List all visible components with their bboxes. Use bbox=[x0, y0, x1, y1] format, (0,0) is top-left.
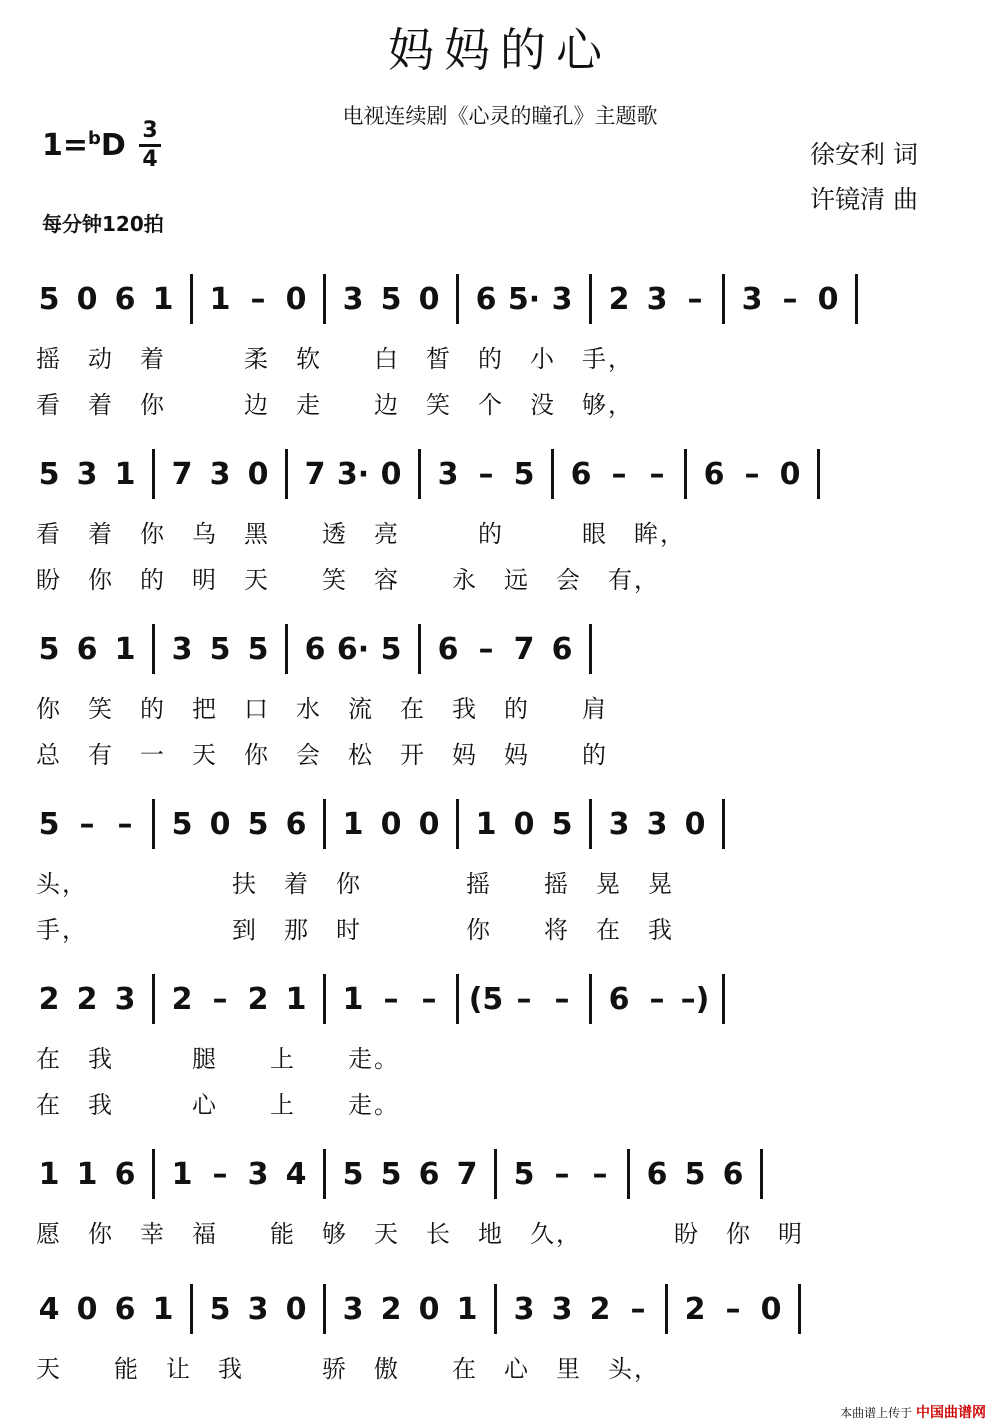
bar-line bbox=[760, 1149, 763, 1199]
lyric-line: 愿 你 幸 福 能 够 天 长 地 久， 盼 你 明 bbox=[36, 1220, 804, 1248]
note: 2 bbox=[38, 981, 60, 1017]
note: – bbox=[421, 981, 437, 1017]
note: 3 bbox=[209, 456, 231, 492]
note: 0 bbox=[418, 1291, 440, 1327]
lyric-line: 总 有 一 天 你 会 松 开 妈 妈 的 bbox=[36, 741, 608, 769]
lyric-line: 你 笑 的 把 口 水 流 在 我 的 肩 bbox=[36, 695, 608, 723]
song-title: 妈妈的心 bbox=[388, 23, 612, 77]
bar-line bbox=[855, 274, 858, 324]
bar-line bbox=[323, 799, 326, 849]
bar-line bbox=[285, 624, 288, 674]
note: 6 bbox=[475, 281, 497, 317]
bar-line bbox=[494, 1149, 497, 1199]
note: 5 bbox=[380, 1156, 402, 1192]
note: 3 bbox=[76, 456, 98, 492]
key-base: 1= bbox=[42, 128, 89, 163]
footer-site: 中国曲谱网 bbox=[916, 1405, 986, 1421]
note: – bbox=[250, 281, 266, 317]
note: 1 bbox=[475, 806, 497, 842]
note: 0 bbox=[380, 456, 402, 492]
note: 3 bbox=[342, 281, 364, 317]
note: 2 bbox=[589, 1291, 611, 1327]
note: 1 bbox=[114, 456, 136, 492]
note: 5 bbox=[247, 631, 269, 667]
note: 5 bbox=[38, 281, 60, 317]
note: 1 bbox=[456, 1291, 478, 1327]
note: 6 bbox=[304, 631, 326, 667]
note: 0 bbox=[380, 806, 402, 842]
bar-line bbox=[589, 274, 592, 324]
time-signature-bottom: 4 bbox=[142, 147, 158, 172]
note: 3 bbox=[513, 1291, 535, 1327]
note: 1 bbox=[152, 281, 174, 317]
note: 1 bbox=[342, 806, 364, 842]
time-signature-top: 3 bbox=[142, 118, 158, 143]
bar-line bbox=[817, 449, 820, 499]
note: 1 bbox=[171, 1156, 193, 1192]
footer bbox=[840, 1402, 986, 1422]
note: 5 bbox=[551, 806, 573, 842]
note: – bbox=[79, 806, 95, 842]
lyric-line: 手， 到 那 时 你 将 在 我 bbox=[36, 916, 674, 944]
note: 0 bbox=[247, 456, 269, 492]
note: – bbox=[782, 281, 798, 317]
lyric-line: 摇 动 着 柔 软 白 皙 的 小 手， bbox=[36, 345, 634, 373]
note: 4 bbox=[285, 1156, 307, 1192]
note: – bbox=[478, 456, 494, 492]
bar-line bbox=[456, 974, 459, 1024]
flat-sign: b bbox=[88, 128, 101, 149]
note: 0 bbox=[779, 456, 801, 492]
lyric-line: 看 着 你 边 走 边 笑 个 没 够， bbox=[36, 391, 634, 419]
note: 2 bbox=[608, 281, 630, 317]
bar-line bbox=[152, 974, 155, 1024]
note: 6 bbox=[703, 456, 725, 492]
bar-line bbox=[323, 274, 326, 324]
bar-line bbox=[456, 274, 459, 324]
lyric-line: 头， 扶 着 你 摇 摇 晃 晃 bbox=[36, 870, 674, 898]
note: 6 bbox=[646, 1156, 668, 1192]
note: 7 bbox=[513, 631, 535, 667]
note: 0 bbox=[76, 281, 98, 317]
note: 0 bbox=[209, 806, 231, 842]
note: 6 bbox=[551, 631, 573, 667]
note: 7 bbox=[456, 1156, 478, 1192]
note: 0 bbox=[418, 281, 440, 317]
bar-line bbox=[589, 799, 592, 849]
bar-line bbox=[627, 1149, 630, 1199]
bar-line bbox=[798, 1284, 801, 1334]
note: 6 bbox=[114, 281, 136, 317]
note: – bbox=[687, 281, 703, 317]
bar-line bbox=[152, 624, 155, 674]
note: – bbox=[611, 456, 627, 492]
note: 3 bbox=[247, 1291, 269, 1327]
note: 3 bbox=[437, 456, 459, 492]
note: 5 bbox=[209, 631, 231, 667]
note: 3 bbox=[741, 281, 763, 317]
note: 0 bbox=[513, 806, 535, 842]
bar-line bbox=[722, 974, 725, 1024]
note: 5 bbox=[209, 1291, 231, 1327]
note: – bbox=[649, 981, 665, 1017]
lyric-line: 在 我 心 上 走。 bbox=[36, 1091, 400, 1119]
note: 2 bbox=[171, 981, 193, 1017]
note: 0 bbox=[760, 1291, 782, 1327]
note: (5 bbox=[468, 981, 504, 1017]
note: – bbox=[212, 981, 228, 1017]
composer-credit: 许镜清 曲 bbox=[810, 185, 918, 214]
note: 1 bbox=[285, 981, 307, 1017]
note: 0 bbox=[285, 1291, 307, 1327]
lyric-line: 天 能 让 我 骄 傲 在 心 里 头， bbox=[36, 1355, 660, 1383]
bar-line bbox=[494, 1284, 497, 1334]
note: 6 bbox=[418, 1156, 440, 1192]
note: – bbox=[592, 1156, 608, 1192]
note: 3 bbox=[171, 631, 193, 667]
note: – bbox=[117, 806, 133, 842]
note: 4 bbox=[38, 1291, 60, 1327]
note: – bbox=[649, 456, 665, 492]
bar-line bbox=[152, 449, 155, 499]
note: 1 bbox=[76, 1156, 98, 1192]
bar-line bbox=[152, 1149, 155, 1199]
note-row bbox=[30, 975, 733, 1023]
note: 0 bbox=[418, 806, 440, 842]
note: – bbox=[744, 456, 760, 492]
bar-line bbox=[418, 624, 421, 674]
bar-line bbox=[684, 449, 687, 499]
note: 6 bbox=[76, 631, 98, 667]
note: – bbox=[383, 981, 399, 1017]
note: 0 bbox=[684, 806, 706, 842]
note: 0 bbox=[285, 281, 307, 317]
note: 6 bbox=[608, 981, 630, 1017]
note: 2 bbox=[76, 981, 98, 1017]
lyric-line: 盼 你 的 明 天 笑 容 永 远 会 有， bbox=[36, 566, 660, 594]
note: 6 bbox=[285, 806, 307, 842]
note: – bbox=[554, 1156, 570, 1192]
note: 6 bbox=[722, 1156, 744, 1192]
bar-line bbox=[418, 449, 421, 499]
bar-line bbox=[456, 799, 459, 849]
bar-line bbox=[285, 449, 288, 499]
bar-line bbox=[589, 624, 592, 674]
note-row bbox=[30, 625, 600, 673]
note: 3 bbox=[646, 281, 668, 317]
note: 7 bbox=[171, 456, 193, 492]
note: 7 bbox=[304, 456, 326, 492]
note: 1 bbox=[342, 981, 364, 1017]
note: 2 bbox=[380, 1291, 402, 1327]
note: 5 bbox=[513, 1156, 535, 1192]
note: 3 bbox=[342, 1291, 364, 1327]
note: 6 bbox=[570, 456, 592, 492]
bar-line bbox=[323, 974, 326, 1024]
note: 3· bbox=[336, 456, 370, 492]
note: 5 bbox=[380, 281, 402, 317]
note: – bbox=[630, 1291, 646, 1327]
note: 6 bbox=[114, 1291, 136, 1327]
note: – bbox=[516, 981, 532, 1017]
note: 5 bbox=[380, 631, 402, 667]
note-row bbox=[30, 1150, 771, 1198]
bar-line bbox=[551, 449, 554, 499]
bar-line bbox=[190, 1284, 193, 1334]
note: 3 bbox=[114, 981, 136, 1017]
bar-line bbox=[722, 274, 725, 324]
note: – bbox=[478, 631, 494, 667]
key-signature bbox=[42, 128, 126, 163]
bar-line bbox=[722, 799, 725, 849]
note: 1 bbox=[38, 1156, 60, 1192]
footer-text: 本曲谱上传于 bbox=[840, 1406, 913, 1420]
note: –) bbox=[680, 981, 710, 1017]
note: 5 bbox=[513, 456, 535, 492]
note: 3 bbox=[551, 1291, 573, 1327]
note: 5· bbox=[507, 281, 541, 317]
bar-line bbox=[323, 1149, 326, 1199]
note: 3 bbox=[646, 806, 668, 842]
note: 6 bbox=[437, 631, 459, 667]
note: 5 bbox=[342, 1156, 364, 1192]
note: 5 bbox=[38, 631, 60, 667]
note: – bbox=[212, 1156, 228, 1192]
note-row bbox=[30, 450, 828, 498]
note: 0 bbox=[76, 1291, 98, 1327]
note: 5 bbox=[38, 456, 60, 492]
lyric-line: 在 我 腿 上 走。 bbox=[36, 1045, 400, 1073]
note-row bbox=[30, 1285, 809, 1333]
song-subtitle: 电视连续剧《心灵的瞳孔》主题歌 bbox=[342, 104, 658, 128]
note: 6 bbox=[114, 1156, 136, 1192]
note: 5 bbox=[684, 1156, 706, 1192]
note: 1 bbox=[209, 281, 231, 317]
tempo-marking: 每分钟120拍 bbox=[42, 212, 164, 236]
note: 3 bbox=[608, 806, 630, 842]
note: 1 bbox=[114, 631, 136, 667]
note: 2 bbox=[247, 981, 269, 1017]
bar-line bbox=[589, 974, 592, 1024]
note: 5 bbox=[247, 806, 269, 842]
time-signature bbox=[136, 118, 164, 173]
bar-line bbox=[323, 1284, 326, 1334]
lyricist-credit: 徐安利 词 bbox=[810, 140, 918, 169]
key-note: D bbox=[100, 128, 126, 163]
lyric-line: 看 着 你 乌 黑 透 亮 的 眼 眸， bbox=[36, 520, 686, 548]
bar-line bbox=[665, 1284, 668, 1334]
note: 1 bbox=[152, 1291, 174, 1327]
bar-line bbox=[152, 799, 155, 849]
note: 0 bbox=[817, 281, 839, 317]
note: 5 bbox=[171, 806, 193, 842]
note: 5 bbox=[38, 806, 60, 842]
note: 3 bbox=[247, 1156, 269, 1192]
note: 6· bbox=[336, 631, 370, 667]
note: 2 bbox=[684, 1291, 706, 1327]
note-row bbox=[30, 800, 733, 848]
bar-line bbox=[190, 274, 193, 324]
note-row bbox=[30, 275, 866, 323]
note: – bbox=[725, 1291, 741, 1327]
note: 3 bbox=[551, 281, 573, 317]
note: – bbox=[554, 981, 570, 1017]
